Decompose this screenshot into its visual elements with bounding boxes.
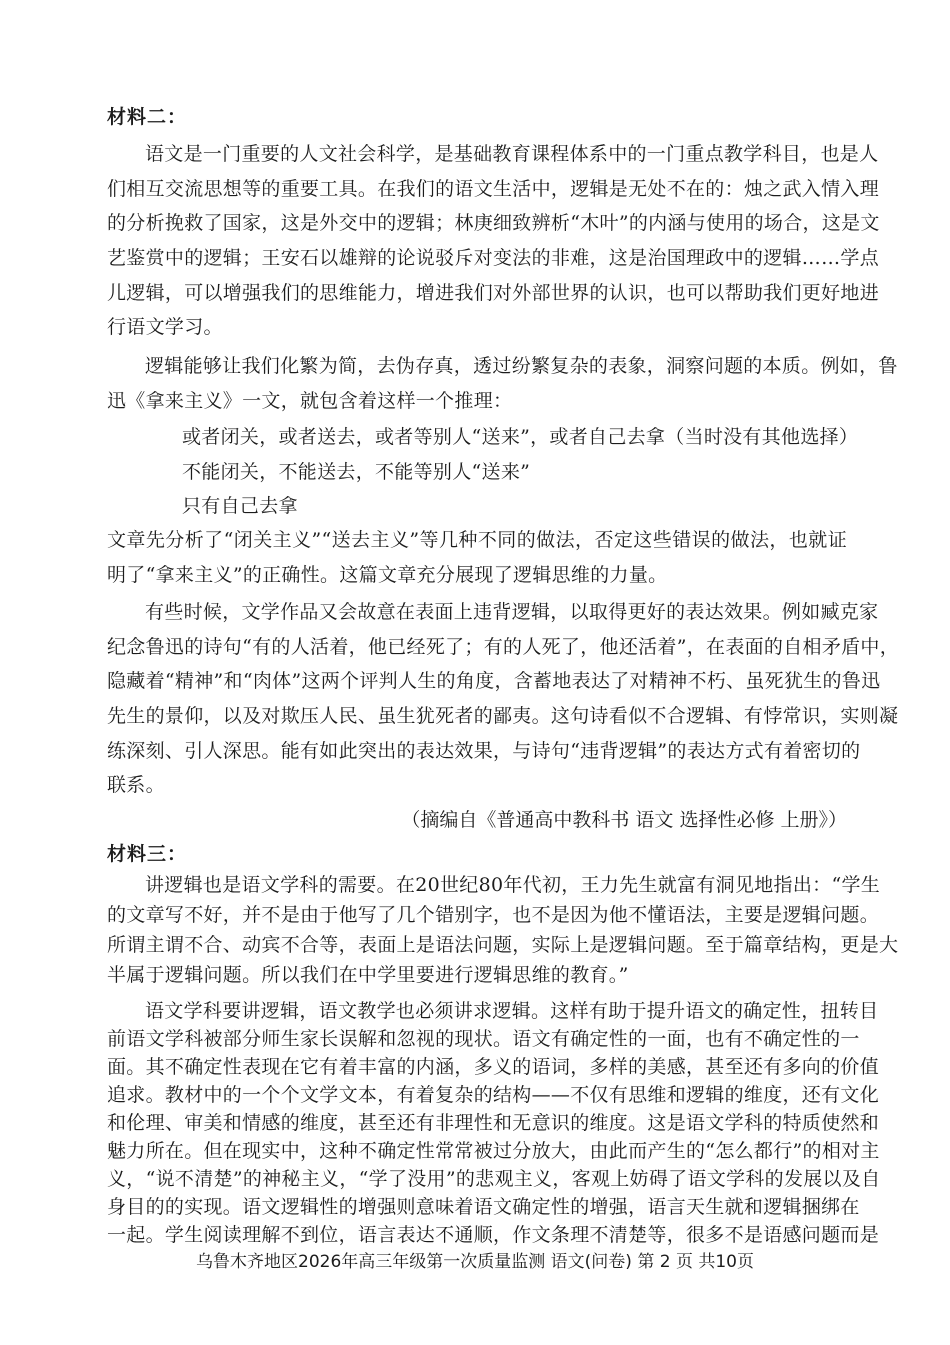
material3-para2-line: 义，“说不清楚”的神秘主义，“学了没用”的悲观主义，客观上妨碍了语文学科的发展以及自 <box>107 1168 881 1190</box>
material2-para4-line: 有些时候，文学作品又会故意在表面上违背逻辑，以取得更好的表达效果。例如臧克家 <box>145 601 879 623</box>
material3-para2-line: 追求。教材中的一个个文学文本，有着复杂的结构——不仅有思维和逻辑的维度，还有文化 <box>107 1084 880 1106</box>
material3-para2-line: 魅力所在。但在现实中，这种不确定性常常被过分放大，由此而产生的“怎么都行”的相对主 <box>107 1140 880 1162</box>
material2-para1-line: 语文是一门重要的人文社会科学，是基础教育课程体系中的一门重点教学科目，也是人 <box>145 143 879 165</box>
material2-para3-line: 明了“拿来主义”的正确性。这篇文章充分展现了逻辑思维的力量。 <box>107 564 668 586</box>
material3-para2-line: 面。其不确定性表现在它有着丰富的内涵，多义的语词，多样的美感，甚至还有多向的价值 <box>107 1056 880 1078</box>
material2-para4-line: 先生的景仰，以及对欺压人民、虽生犹死者的鄙夷。这句诗看似不合逻辑、有悖常识，实则凝 <box>107 705 899 727</box>
material3-para1-line: 的文章写不好，并不是由于他写了几个错别字，也不是因为他不懂语法，主要是逻辑问题。 <box>107 904 880 926</box>
material3-para2-line: 语文学科要讲逻辑，语文教学也必须讲求逻辑。这样有助于提升语文的确定性，扭转目 <box>145 1000 879 1022</box>
material3-para1-line: 讲逻辑也是语文学科的需要。在20世纪80年代初，王力先生就富有洞见地指出：“学生 <box>145 874 881 896</box>
syllogism-minor-premise: 不能闭关，不能送去，不能等别人“送来” <box>182 461 531 483</box>
syllogism-major-premise: 或者闭关，或者送去，或者等别人“送来”，或者自己去拿（当时没有其他选择） <box>182 426 859 448</box>
material2-para4-line: 纪念鲁迅的诗句“有的人活着，他已经死了；有的人死了，他还活着”，在表面的自相矛盾中， <box>107 636 900 658</box>
material3-para2-line: 身目的的实现。语文逻辑性的增强则意味着语文确定性的增强，语言天生就和逻辑捆绑在 <box>107 1196 860 1218</box>
material3-para1-line: 半属于逻辑问题。所以我们在中学里要进行逻辑思维的教育。” <box>107 964 629 986</box>
material2-para3-line: 文章先分析了“闭关主义”“送去主义”等几种不同的做法，否定这些错误的做法，也就证 <box>107 529 847 551</box>
material2-para4-line: 练深刻、引人深思。能有如此突出的表达效果，与诗句“违背逻辑”的表达方式有着密切的 <box>107 740 861 762</box>
material2-para1-line: 儿逻辑，可以增强我们的思维能力，增进我们对外部世界的认识，也可以帮助我们更好地进 <box>107 282 880 304</box>
material2-para4-line: 联系。 <box>107 774 165 796</box>
material2-source-citation: （摘编自《普通高中教科书 语文 选择性必修 上册》） <box>401 809 847 831</box>
material3-para2-line: 一起。学生阅读理解不到位，语言表达不通顺，作文条理不清楚等，很多不是语感问题而是 <box>107 1224 880 1246</box>
material2-para1-line: 艺鉴赏中的逻辑；王安石以雄辩的论说驳斥对变法的非难，这是治国理政中的逻辑……学点 <box>107 247 880 269</box>
material2-para1-line: 行语文学习。 <box>107 316 223 338</box>
syllogism-conclusion: 只有自己去拿 <box>182 495 298 517</box>
material3-heading: 材料三： <box>107 843 188 865</box>
material3-para2-line: 和伦理、审美和情感的维度，甚至还有非理性和无意识的维度。这是语文学科的特质使然和 <box>107 1112 880 1134</box>
material2-para1-line: 们相互交流思想等的重要工具。在我们的语文生活中，逻辑是无处不在的：烛之武入情入理 <box>107 178 880 200</box>
material2-heading: 材料二： <box>107 106 188 128</box>
material3-para1-line: 所谓主谓不合、动宾不合等，表面上是语法问题，实际上是逻辑问题。至于篇章结构，更是大 <box>107 934 899 956</box>
material2-para4-line: 隐藏着“精神”和“肉体”这两个评判人生的角度，含蓄地表达了对精神不朽、虽死犹生的鲁迅 <box>107 670 881 692</box>
material2-para2-line: 迅《拿来主义》一文，就包含着这样一个推理： <box>107 390 513 412</box>
material2-para1-line: 的分析挽救了国家，这是外交中的逻辑；林庚细致辨析“木叶”的内涵与使用的场合，这是文 <box>107 212 880 234</box>
material2-para2-line: 逻辑能够让我们化繁为简，去伪存真，透过纷繁复杂的表象，洞察问题的本质。例如，鲁 <box>145 355 898 377</box>
material3-para2-line: 前语文学科被部分师生家长误解和忽视的现状。语文有确定性的一面，也有不确定性的一 <box>107 1028 860 1050</box>
page-footer: 乌鲁木齐地区2026年高三年级第一次质量监测 语文(问卷) 第 2 页 共10页 <box>196 1252 754 1272</box>
